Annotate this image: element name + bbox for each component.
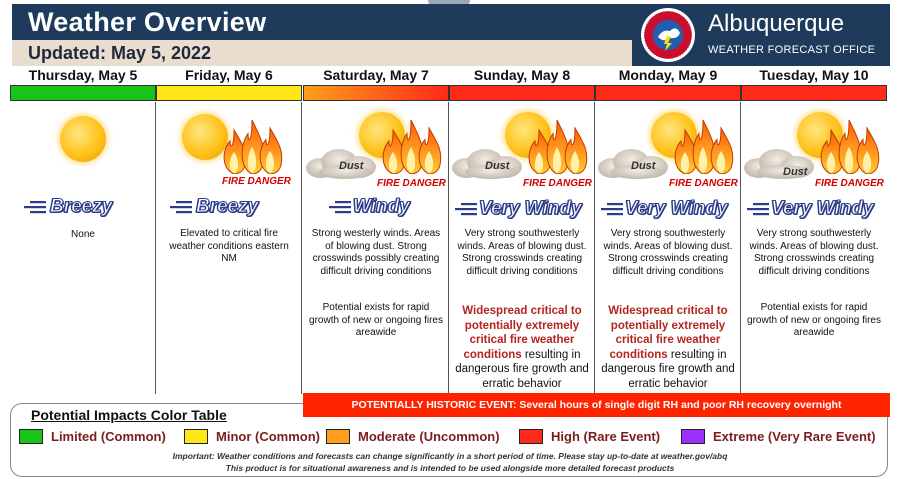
wind-lines-icon	[24, 200, 46, 214]
impact-bar	[595, 85, 741, 101]
wind-label	[303, 196, 449, 218]
day-description: Very strong southwesterly winds. Areas of blowing dust. Strong crosswinds creating difficult driving conditions	[603, 228, 733, 277]
office-city: Albuquerque	[708, 10, 845, 37]
impact-bar	[156, 85, 302, 101]
color-table-title: Potential Impacts Color Table	[31, 407, 227, 423]
wind-word: Breezy	[50, 196, 113, 217]
fire-danger-label: FIRE DANGER	[523, 178, 592, 189]
color-label: Moderate (Uncommon)	[358, 429, 500, 444]
wind-label	[449, 198, 595, 220]
day-date: Saturday, May 7	[323, 67, 429, 83]
color-swatch	[519, 429, 543, 444]
column-divider	[301, 102, 302, 394]
critical-fire-statement	[599, 304, 737, 391]
fire-icon	[523, 118, 591, 174]
updated-band	[12, 40, 632, 66]
day-date: Friday, May 6	[185, 67, 273, 83]
fire-icon	[815, 118, 883, 174]
updated-date: Updated: May 5, 2022	[28, 43, 212, 63]
wind-lines-icon	[455, 202, 477, 216]
sun-icon	[60, 116, 106, 162]
dust-label: Dust	[783, 166, 808, 178]
header	[12, 4, 890, 66]
impact-bar	[303, 85, 449, 101]
wind-word: Very Windy	[771, 198, 874, 219]
dust-label: Dust	[339, 160, 364, 172]
day-date: Tuesday, May 10	[759, 67, 869, 83]
day-date: Sunday, May 8	[473, 67, 571, 83]
important-note: Important: Weather conditions and forecasts can change significantly in a short period of time. Please stay up-to-date at weather.gov/abq	[172, 451, 728, 461]
day-fire-outlook: Potential exists for rapid growth of new or ongoing fires areawide	[309, 302, 443, 338]
wind-label	[156, 196, 302, 218]
office-panel	[632, 4, 890, 66]
impact-bar	[449, 85, 595, 101]
day-column	[10, 66, 156, 396]
color-swatch	[681, 429, 705, 444]
wind-word: Breezy	[196, 196, 259, 217]
situational-note: This product is for situational awareness and is intended to be used alongside more detailed forecast products	[225, 463, 675, 473]
dust-label: Dust	[631, 160, 656, 172]
day-column	[156, 66, 302, 396]
critical-fire-highlight: Widespread critical to potentially extremely critical fire weather conditions	[462, 305, 582, 361]
wind-lines-icon	[170, 200, 192, 214]
fire-danger-label: FIRE DANGER	[815, 178, 884, 189]
page-title: Weather Overview	[28, 7, 267, 37]
wind-lines-icon	[747, 202, 769, 216]
historic-event-banner: POTENTIALLY HISTORIC EVENT: Several hours of single digit RH and poor RH recovery overnight	[303, 393, 890, 417]
wind-label	[10, 196, 156, 218]
color-swatch	[184, 429, 208, 444]
day-description: Elevated to critical fire weather conditions eastern NM	[169, 228, 289, 264]
wind-word: Very Windy	[625, 198, 728, 219]
day-column	[303, 66, 449, 396]
dust-label: Dust	[485, 160, 510, 172]
color-label: High (Rare Event)	[551, 429, 661, 444]
day-description: Strong westerly winds. Areas of blowing dust. Strong crosswinds possibly creating difficult driving conditions	[311, 228, 441, 277]
day-description: Very strong southwesterly winds. Areas of blowing dust. Strong crosswinds creating difficult driving conditions	[749, 228, 879, 277]
title-band	[12, 4, 632, 40]
day-description: None	[71, 229, 95, 240]
fire-danger-label: FIRE DANGER	[222, 176, 291, 187]
day-date: Thursday, May 5	[28, 67, 138, 83]
wind-word: Very Windy	[479, 198, 582, 219]
impact-bar	[10, 85, 156, 101]
fire-icon	[218, 118, 286, 174]
color-swatch	[19, 429, 43, 444]
wind-label	[595, 198, 741, 220]
office-subtitle: WEATHER FORECAST OFFICE	[708, 44, 876, 56]
day-column	[741, 66, 887, 396]
forecast-days	[10, 66, 888, 396]
nws-logo-icon	[640, 7, 696, 63]
critical-fire-impact: resulting in dangerous fire growth and erratic behavior	[455, 348, 589, 390]
critical-fire-highlight: Widespread critical to potentially extremely critical fire weather conditions	[608, 305, 728, 361]
wind-lines-icon	[601, 202, 623, 216]
day-fire-outlook: Potential exists for rapid growth of new or ongoing fires areawide	[747, 302, 881, 338]
color-label: Minor (Common)	[216, 429, 320, 444]
day-date: Monday, May 9	[618, 67, 718, 83]
color-swatch	[326, 429, 350, 444]
day-column	[449, 66, 595, 396]
impact-bar	[741, 85, 887, 101]
color-label: Extreme (Very Rare Event)	[713, 429, 876, 444]
color-label: Limited (Common)	[51, 429, 166, 444]
fire-icon	[377, 118, 445, 174]
wind-label	[741, 198, 887, 220]
critical-fire-statement	[453, 304, 591, 391]
critical-fire-impact: resulting in dangerous fire growth and erratic behavior	[601, 348, 735, 390]
fire-danger-label: FIRE DANGER	[669, 178, 738, 189]
day-description: Very strong southwesterly winds. Areas of blowing dust. Strong crosswinds creating difficult driving conditions	[457, 228, 587, 277]
wind-lines-icon	[329, 200, 351, 214]
day-column	[595, 66, 741, 396]
wind-word: Windy	[353, 196, 410, 217]
fire-icon	[669, 118, 737, 174]
fire-danger-label: FIRE DANGER	[377, 178, 446, 189]
